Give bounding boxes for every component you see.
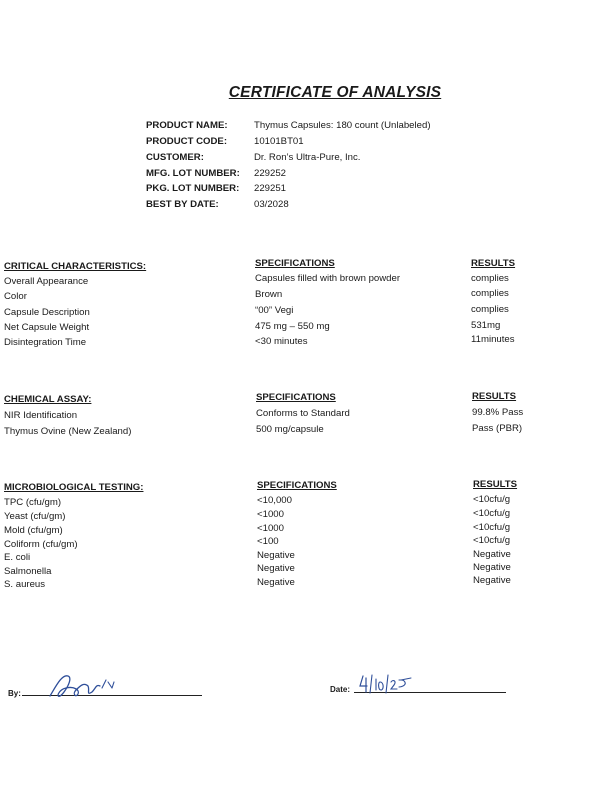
chemical-result-heading: RESULTS bbox=[472, 391, 517, 402]
micro-row-spec: <1000 bbox=[257, 523, 284, 534]
critical-row-result: complies bbox=[471, 304, 509, 315]
micro-row-spec: <100 bbox=[257, 536, 279, 547]
micro-row-result: <10cfu/g bbox=[473, 522, 511, 533]
chemical-row-result: 99.8% Pass bbox=[472, 407, 524, 418]
critical-row-name: Net Capsule Weight bbox=[4, 322, 90, 333]
micro-row-spec: Negative bbox=[257, 577, 295, 588]
critical-row-name: Overall Appearance bbox=[4, 276, 89, 287]
critical-row-spec: Capsules filled with brown powder bbox=[255, 273, 401, 284]
critical-row-spec: <30 minutes bbox=[255, 336, 308, 347]
critical-result-heading: RESULTS bbox=[471, 258, 516, 269]
customer-value: Dr. Ron’s Ultra-Pure, Inc. bbox=[254, 152, 361, 163]
critical-row-result: 531mg bbox=[471, 320, 501, 331]
mfg-lot-value: 229252 bbox=[254, 168, 287, 179]
handwritten-signature bbox=[46, 668, 126, 702]
micro-row-name: S. aureus bbox=[4, 579, 46, 590]
micro-result-heading: RESULTS bbox=[473, 479, 518, 490]
micro-row-result: <10cfu/g bbox=[473, 535, 511, 546]
chemical-heading: CHEMICAL ASSAY: bbox=[4, 394, 92, 405]
micro-row-result: <10cfu/g bbox=[473, 508, 511, 519]
by-label: By: bbox=[8, 689, 21, 698]
micro-row-spec: Negative bbox=[257, 563, 295, 574]
chemical-row-name: NIR Identification bbox=[4, 410, 78, 421]
micro-spec-heading: SPECIFICATIONS bbox=[257, 480, 337, 491]
product-code-value: 10101BT01 bbox=[254, 136, 304, 147]
critical-spec-heading: SPECIFICATIONS bbox=[255, 258, 335, 269]
chemical-spec-heading: SPECIFICATIONS bbox=[256, 392, 336, 403]
critical-row-spec: Brown bbox=[255, 289, 283, 300]
critical-row-result: complies bbox=[471, 288, 509, 299]
handwritten-date bbox=[357, 672, 413, 696]
micro-row-result: <10cfu/g bbox=[473, 494, 511, 505]
micro-row-name: Mold (cfu/gm) bbox=[4, 525, 63, 536]
critical-row-result: complies bbox=[471, 273, 509, 284]
micro-row-name: Yeast (cfu/gm) bbox=[4, 511, 66, 522]
critical-row-spec: 475 mg – 550 mg bbox=[255, 321, 330, 332]
micro-row-result: Negative bbox=[473, 575, 511, 586]
micro-heading: MICROBIOLOGICAL TESTING: bbox=[4, 482, 144, 493]
micro-row-name: Coliform (cfu/gm) bbox=[4, 539, 78, 550]
critical-row-result: 11minutes bbox=[471, 334, 515, 345]
micro-row-name: TPC (cfu/gm) bbox=[4, 497, 62, 508]
product-code-label: PRODUCT CODE: bbox=[146, 136, 228, 147]
critical-row-name: Capsule Description bbox=[4, 307, 90, 318]
product-name-label: PRODUCT NAME: bbox=[146, 120, 228, 131]
document-title: CERTIFICATE OF ANALYSIS bbox=[228, 84, 442, 101]
chemical-row-name: Thymus Ovine (New Zealand) bbox=[4, 426, 132, 437]
micro-row-spec: Negative bbox=[257, 550, 295, 561]
product-name-value: Thymus Capsules: 180 count (Unlabeled) bbox=[254, 120, 431, 131]
critical-row-spec: “00” Vegi bbox=[255, 305, 294, 316]
chemical-row-spec: 500 mg/capsule bbox=[256, 424, 324, 435]
pkg-lot-label: PKG. LOT NUMBER: bbox=[146, 183, 240, 194]
micro-row-name: E. coli bbox=[4, 552, 31, 563]
best-by-label: BEST BY DATE: bbox=[146, 199, 219, 210]
micro-row-name: Salmonella bbox=[4, 566, 52, 577]
micro-row-spec: <10,000 bbox=[257, 495, 292, 506]
pkg-lot-value: 229251 bbox=[254, 183, 287, 194]
critical-heading: CRITICAL CHARACTERISTICS: bbox=[4, 261, 147, 272]
mfg-lot-label: MFG. LOT NUMBER: bbox=[146, 168, 240, 179]
critical-row-name: Disintegration Time bbox=[4, 337, 87, 348]
micro-row-result: Negative bbox=[473, 549, 511, 560]
best-by-value: 03/2028 bbox=[254, 199, 289, 210]
customer-label: CUSTOMER: bbox=[146, 152, 204, 163]
critical-row-name: Color bbox=[4, 291, 27, 302]
micro-row-result: Negative bbox=[473, 562, 511, 573]
chemical-row-spec: Conforms to Standard bbox=[256, 408, 350, 419]
chemical-row-result: Pass (PBR) bbox=[472, 423, 523, 434]
date-label: Date: bbox=[330, 685, 351, 694]
micro-row-spec: <1000 bbox=[257, 509, 284, 520]
